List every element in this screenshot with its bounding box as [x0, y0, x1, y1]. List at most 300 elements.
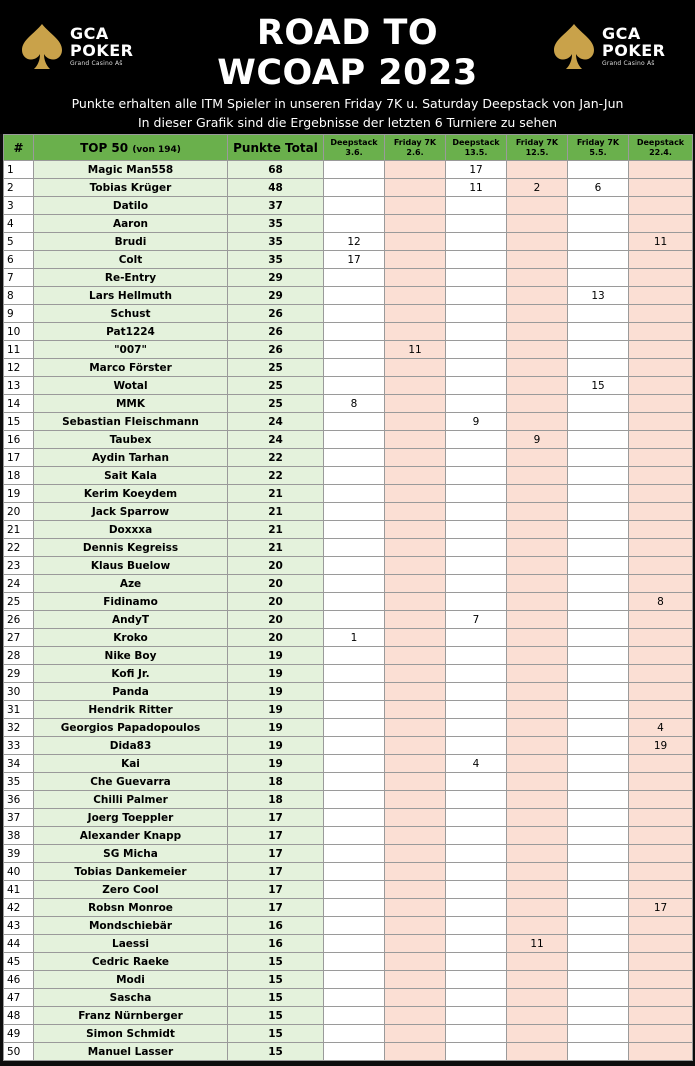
tournament-result-cell: [324, 305, 385, 323]
tournament-result-cell: [568, 341, 629, 359]
tournament-result-cell: 15: [568, 377, 629, 395]
tournament-result-cell: [324, 1025, 385, 1043]
tournament-result-cell: [385, 935, 446, 953]
rank-cell: 11: [4, 341, 34, 359]
points-total-cell: 25: [228, 395, 324, 413]
tournament-result-cell: [568, 503, 629, 521]
table-row: [4, 539, 693, 557]
tournament-result-cell: [629, 503, 693, 521]
tournament-result-cell: 11: [507, 935, 568, 953]
table-row: [4, 863, 693, 881]
tournament-result-cell: [507, 701, 568, 719]
tournament-result-cell: [629, 809, 693, 827]
tournament-result-cell: [629, 449, 693, 467]
player-name-cell: Laessi: [34, 935, 228, 953]
points-total-cell: 16: [228, 935, 324, 953]
tournament-result-cell: [629, 431, 693, 449]
points-total-cell: 19: [228, 665, 324, 683]
player-name-cell: Schust: [34, 305, 228, 323]
points-total-cell: 37: [228, 197, 324, 215]
table-row: [4, 557, 693, 575]
tournament-result-cell: [385, 899, 446, 917]
table-row: [4, 989, 693, 1007]
tournament-result-cell: [629, 251, 693, 269]
player-name-cell: "007": [34, 341, 228, 359]
tournament-result-cell: [385, 989, 446, 1007]
points-total-cell: 26: [228, 323, 324, 341]
table-row: [4, 521, 693, 539]
tournament-result-cell: [507, 521, 568, 539]
tournament-result-cell: [568, 647, 629, 665]
player-name-cell: Colt: [34, 251, 228, 269]
tournament-result-cell: [568, 1043, 629, 1061]
tournament-result-cell: [446, 431, 507, 449]
tournament-result-cell: [568, 791, 629, 809]
rank-cell: 4: [4, 215, 34, 233]
tournament-result-cell: [507, 683, 568, 701]
player-name-cell: Doxxxa: [34, 521, 228, 539]
tournament-result-cell: [324, 899, 385, 917]
tournament-result-cell: [446, 917, 507, 935]
rank-cell: 12: [4, 359, 34, 377]
table-row: [4, 485, 693, 503]
player-name-cell: Aaron: [34, 215, 228, 233]
tournament-result-cell: [385, 791, 446, 809]
logo-title: GCA POKER: [602, 24, 666, 60]
player-name-cell: Tobias Krüger: [34, 179, 228, 197]
tournament-result-cell: [324, 935, 385, 953]
player-name-cell: Chilli Palmer: [34, 791, 228, 809]
tournament-result-cell: [324, 449, 385, 467]
tournament-result-cell: [507, 341, 568, 359]
tournament-result-cell: [385, 683, 446, 701]
rank-cell: 10: [4, 323, 34, 341]
tournament-result-cell: [629, 953, 693, 971]
tournament-result-cell: [629, 287, 693, 305]
tournament-result-cell: [629, 377, 693, 395]
col-header-tournament-3: Deepstack 13.5.: [446, 135, 507, 161]
player-name-cell: Sascha: [34, 989, 228, 1007]
tournament-result-cell: [324, 755, 385, 773]
rank-cell: 35: [4, 773, 34, 791]
tournament-result-cell: [507, 575, 568, 593]
tournament-result-cell: [446, 521, 507, 539]
table-row: [4, 809, 693, 827]
rank-cell: 16: [4, 431, 34, 449]
rank-cell: 14: [4, 395, 34, 413]
rank-cell: 46: [4, 971, 34, 989]
tournament-result-cell: [385, 575, 446, 593]
tournament-result-cell: [507, 1043, 568, 1061]
tournament-result-cell: [446, 737, 507, 755]
table-row: [4, 215, 693, 233]
tournament-result-cell: [568, 1007, 629, 1025]
tournament-result-cell: [629, 665, 693, 683]
rank-cell: 1: [4, 161, 34, 179]
tournament-result-cell: [446, 827, 507, 845]
tournament-result-cell: [385, 1007, 446, 1025]
tournament-result-cell: [507, 755, 568, 773]
tournament-result-cell: [629, 755, 693, 773]
tournament-result-cell: [385, 539, 446, 557]
player-name-cell: Aydin Tarhan: [34, 449, 228, 467]
tournament-result-cell: [324, 161, 385, 179]
tournament-result-cell: [446, 629, 507, 647]
tournament-result-cell: [568, 233, 629, 251]
points-total-cell: 26: [228, 305, 324, 323]
tournament-result-cell: [568, 719, 629, 737]
tournament-result-cell: [324, 1043, 385, 1061]
points-total-cell: 20: [228, 557, 324, 575]
table-row: [4, 971, 693, 989]
table-row: [4, 701, 693, 719]
tournament-result-cell: [629, 935, 693, 953]
table-body: [4, 161, 693, 1061]
tournament-result-cell: [507, 809, 568, 827]
points-total-cell: 19: [228, 737, 324, 755]
player-name-cell: Jack Sparrow: [34, 503, 228, 521]
tournament-result-cell: [568, 305, 629, 323]
tournament-result-cell: [629, 971, 693, 989]
tournament-result-cell: [446, 575, 507, 593]
player-name-cell: Klaus Buelow: [34, 557, 228, 575]
tournament-result-cell: [324, 377, 385, 395]
table-row: [4, 719, 693, 737]
tournament-result-cell: [629, 413, 693, 431]
player-name-cell: Kroko: [34, 629, 228, 647]
points-total-cell: 17: [228, 809, 324, 827]
tournament-result-cell: [629, 359, 693, 377]
rank-cell: 48: [4, 1007, 34, 1025]
tournament-result-cell: [446, 269, 507, 287]
points-total-cell: 15: [228, 1025, 324, 1043]
tournament-result-cell: [324, 575, 385, 593]
rank-cell: 42: [4, 899, 34, 917]
tournament-result-cell: [446, 449, 507, 467]
rank-cell: 22: [4, 539, 34, 557]
tournament-result-cell: [629, 683, 693, 701]
tournament-result-cell: [568, 845, 629, 863]
table-row: [4, 899, 693, 917]
table-row: [4, 647, 693, 665]
tournament-result-cell: [629, 773, 693, 791]
points-total-cell: 25: [228, 377, 324, 395]
tournament-result-cell: [385, 323, 446, 341]
tournament-result-cell: [507, 269, 568, 287]
tournament-result-cell: [324, 647, 385, 665]
table-row: [4, 305, 693, 323]
table-row: [4, 683, 693, 701]
tournament-result-cell: [629, 989, 693, 1007]
tournament-result-cell: [446, 1043, 507, 1061]
tournament-result-cell: [507, 557, 568, 575]
tournament-result-cell: [568, 575, 629, 593]
tournament-result-cell: 9: [507, 431, 568, 449]
tournament-result-cell: [385, 917, 446, 935]
rank-cell: 23: [4, 557, 34, 575]
tournament-result-cell: [629, 827, 693, 845]
rank-cell: 8: [4, 287, 34, 305]
tournament-result-cell: [324, 359, 385, 377]
table-row: [4, 233, 693, 251]
points-total-cell: 19: [228, 755, 324, 773]
points-total-cell: 19: [228, 647, 324, 665]
tournament-result-cell: [385, 629, 446, 647]
tournament-result-cell: [568, 665, 629, 683]
tournament-result-cell: 4: [446, 755, 507, 773]
logo-subtitle: Grand Casino Aš: [602, 60, 655, 67]
tournament-result-cell: [507, 917, 568, 935]
tournament-result-cell: [446, 701, 507, 719]
tournament-result-cell: [446, 503, 507, 521]
player-name-cell: Re-Entry: [34, 269, 228, 287]
player-name-cell: Cedric Raeke: [34, 953, 228, 971]
logo-title: GCA POKER: [70, 24, 134, 60]
tournament-result-cell: [568, 773, 629, 791]
tournament-result-cell: [507, 287, 568, 305]
rank-cell: 38: [4, 827, 34, 845]
player-name-cell: Sebastian Fleischmann: [34, 413, 228, 431]
logo-subtitle: Grand Casino Aš: [70, 60, 123, 67]
tournament-result-cell: [446, 359, 507, 377]
tournament-result-cell: [385, 863, 446, 881]
tournament-result-cell: [385, 665, 446, 683]
tournament-result-cell: [568, 323, 629, 341]
tournament-result-cell: [629, 539, 693, 557]
table-row: [4, 953, 693, 971]
tournament-result-cell: [446, 233, 507, 251]
tournament-result-cell: [629, 215, 693, 233]
tournament-result-cell: [507, 449, 568, 467]
points-total-cell: 21: [228, 503, 324, 521]
tournament-result-cell: [568, 917, 629, 935]
tournament-result-cell: [568, 215, 629, 233]
player-name-cell: Georgios Papadopoulos: [34, 719, 228, 737]
col-header-points: Punkte Total: [228, 135, 324, 161]
tournament-result-cell: [324, 485, 385, 503]
rank-cell: 47: [4, 989, 34, 1007]
player-name-cell: Nike Boy: [34, 647, 228, 665]
tournament-result-cell: [446, 791, 507, 809]
points-total-cell: 19: [228, 701, 324, 719]
rank-cell: 26: [4, 611, 34, 629]
page-title-line1: ROAD TO: [256, 13, 439, 53]
tournament-result-cell: [568, 593, 629, 611]
rank-cell: 34: [4, 755, 34, 773]
tournament-result-cell: 17: [324, 251, 385, 269]
tournament-result-cell: [629, 197, 693, 215]
tournament-result-cell: [324, 179, 385, 197]
rank-cell: 31: [4, 701, 34, 719]
tournament-result-cell: [446, 899, 507, 917]
points-total-cell: 22: [228, 467, 324, 485]
gca-poker-logo-left: [20, 22, 150, 72]
player-name-cell: Brudi: [34, 233, 228, 251]
player-name-cell: Alexander Knapp: [34, 827, 228, 845]
points-total-cell: 26: [228, 341, 324, 359]
table-row: [4, 845, 693, 863]
player-name-cell: Fidinamo: [34, 593, 228, 611]
rank-cell: 44: [4, 935, 34, 953]
player-name-cell: Magic Man558: [34, 161, 228, 179]
tournament-result-cell: [385, 701, 446, 719]
tournament-result-cell: [507, 737, 568, 755]
table-row: [4, 1025, 693, 1043]
player-name-cell: Zero Cool: [34, 881, 228, 899]
points-total-cell: 21: [228, 485, 324, 503]
rank-cell: 9: [4, 305, 34, 323]
tournament-result-cell: [446, 845, 507, 863]
points-total-cell: 15: [228, 989, 324, 1007]
tournament-result-cell: [385, 215, 446, 233]
tournament-result-cell: [446, 341, 507, 359]
points-total-cell: 15: [228, 971, 324, 989]
table-row: [4, 827, 693, 845]
table-row: [4, 755, 693, 773]
tournament-result-cell: [324, 737, 385, 755]
col-header-top50: TOP 50 (von 194): [34, 135, 228, 161]
points-total-cell: 17: [228, 899, 324, 917]
subtitle-line2: In dieser Grafik sind die Ergebnisse der letzten 6 Turniere zu sehen: [137, 115, 558, 130]
tournament-result-cell: [385, 953, 446, 971]
tournament-result-cell: [324, 503, 385, 521]
tournament-result-cell: [568, 881, 629, 899]
points-total-cell: 35: [228, 233, 324, 251]
tournament-result-cell: [385, 1025, 446, 1043]
rank-cell: 29: [4, 665, 34, 683]
table-row: [4, 377, 693, 395]
tournament-result-cell: [324, 287, 385, 305]
tournament-result-cell: [446, 323, 507, 341]
rank-cell: 15: [4, 413, 34, 431]
tournament-result-cell: [385, 1043, 446, 1061]
tournament-result-cell: [385, 197, 446, 215]
tournament-result-cell: [446, 647, 507, 665]
tournament-result-cell: 11: [629, 233, 693, 251]
tournament-result-cell: [385, 179, 446, 197]
tournament-result-cell: [324, 701, 385, 719]
points-total-cell: 19: [228, 719, 324, 737]
points-total-cell: 17: [228, 881, 324, 899]
tournament-result-cell: [507, 467, 568, 485]
tournament-result-cell: [446, 539, 507, 557]
tournament-result-cell: [507, 827, 568, 845]
tournament-result-cell: [507, 971, 568, 989]
player-name-cell: Kai: [34, 755, 228, 773]
points-total-cell: 17: [228, 845, 324, 863]
tournament-result-cell: [324, 521, 385, 539]
tournament-result-cell: [568, 413, 629, 431]
tournament-result-cell: [568, 521, 629, 539]
rank-cell: 19: [4, 485, 34, 503]
tournament-result-cell: [629, 341, 693, 359]
tournament-result-cell: [324, 773, 385, 791]
table-header-row: [4, 135, 693, 161]
table-row: [4, 431, 693, 449]
points-total-cell: 24: [228, 413, 324, 431]
table-row: [4, 251, 693, 269]
col-header-tournament-4: Friday 7K 12.5.: [507, 135, 568, 161]
rank-cell: 36: [4, 791, 34, 809]
player-name-cell: Datilo: [34, 197, 228, 215]
tournament-result-cell: [568, 809, 629, 827]
points-total-cell: 35: [228, 251, 324, 269]
tournament-result-cell: [507, 1025, 568, 1043]
rank-cell: 50: [4, 1043, 34, 1061]
tournament-result-cell: [324, 467, 385, 485]
tournament-result-cell: [568, 971, 629, 989]
tournament-result-cell: [629, 269, 693, 287]
tournament-result-cell: [446, 557, 507, 575]
tournament-result-cell: [446, 953, 507, 971]
tournament-result-cell: [385, 413, 446, 431]
tournament-result-cell: [385, 737, 446, 755]
tournament-result-cell: [568, 431, 629, 449]
table-row: [4, 737, 693, 755]
points-total-cell: 48: [228, 179, 324, 197]
tournament-result-cell: [507, 413, 568, 431]
col-header-rank: #: [4, 135, 34, 161]
table-row: [4, 161, 693, 179]
player-name-cell: Franz Nürnberger: [34, 1007, 228, 1025]
tournament-result-cell: [507, 161, 568, 179]
tournament-result-cell: [629, 557, 693, 575]
table-row: [4, 593, 693, 611]
tournament-result-cell: [446, 683, 507, 701]
tournament-result-cell: [568, 197, 629, 215]
tournament-result-cell: 17: [446, 161, 507, 179]
player-name-cell: Hendrik Ritter: [34, 701, 228, 719]
tournament-result-cell: [385, 467, 446, 485]
tournament-result-cell: [446, 719, 507, 737]
tournament-result-cell: [629, 323, 693, 341]
header: [0, 0, 695, 134]
tournament-result-cell: [446, 989, 507, 1007]
tournament-result-cell: [385, 611, 446, 629]
rank-cell: 13: [4, 377, 34, 395]
tournament-result-cell: [324, 953, 385, 971]
table-row: [4, 395, 693, 413]
tournament-result-cell: [629, 485, 693, 503]
tournament-result-cell: [385, 431, 446, 449]
player-name-cell: Modi: [34, 971, 228, 989]
tournament-result-cell: 7: [446, 611, 507, 629]
tournament-result-cell: [324, 323, 385, 341]
tournament-result-cell: [385, 449, 446, 467]
tournament-result-cell: [446, 935, 507, 953]
col-header-tournament-1: Deepstack 3.6.: [324, 135, 385, 161]
tournament-result-cell: [324, 593, 385, 611]
tournament-result-cell: [385, 719, 446, 737]
tournament-result-cell: [507, 863, 568, 881]
table-row: [4, 665, 693, 683]
tournament-result-cell: [446, 377, 507, 395]
points-total-cell: 18: [228, 791, 324, 809]
tournament-result-cell: [385, 161, 446, 179]
rank-cell: 27: [4, 629, 34, 647]
table-row: [4, 467, 693, 485]
tournament-result-cell: [385, 557, 446, 575]
tournament-result-cell: [324, 683, 385, 701]
points-total-cell: 29: [228, 287, 324, 305]
tournament-result-cell: [629, 467, 693, 485]
points-total-cell: 20: [228, 593, 324, 611]
table-row: [4, 575, 693, 593]
tournament-result-cell: [324, 863, 385, 881]
tournament-result-cell: [568, 953, 629, 971]
tournament-result-cell: [385, 269, 446, 287]
tournament-result-cell: [324, 341, 385, 359]
